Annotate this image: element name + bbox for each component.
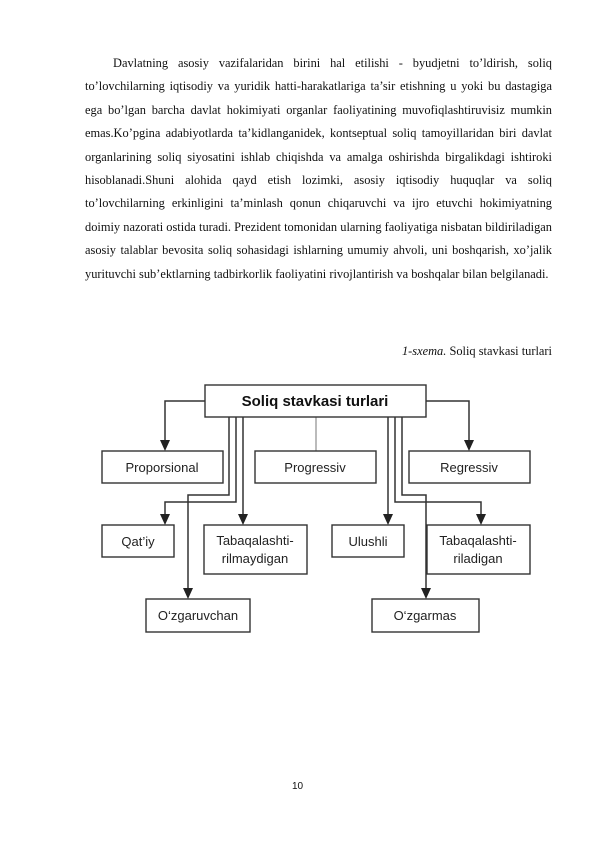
node-share <box>332 525 404 557</box>
node-non-tiered-label-2: rilmaydigan <box>221 551 289 566</box>
node-progressive <box>255 451 376 483</box>
caption-prefix: 1-sxema. <box>401 344 447 358</box>
node-non-tiered-label-1: Tabaqalashti- <box>216 533 294 548</box>
node-non-tiered <box>204 525 307 574</box>
node-fixed-label: Qat’iy <box>121 534 155 549</box>
node-variable <box>146 599 250 632</box>
node-tiered-label-2: riladigan <box>453 551 503 566</box>
page-number: 10 <box>291 781 304 792</box>
body-paragraph: Davlatning asosiy vazifalaridan birini hal etilishi - byudjetni to’ldirish, soliq to’lovchilarning iqtisodiy va yuridik hatti-harakatlariga ta’sir etishning u yoki bu dastagiga ega bo’lgan barcha davlat hokimiyati organlar faoliyatining muvofiqlashtiruvisiz mumkin emas.Ko’pgina adabiyotlarda ta’kidlanganidek, kontseptual soliq tamoyillaridan biri davlat organlarining soliq siyosatini ishlab chiqishda va amalga oshirishda birgalikdagi ishtiroki hisoblanadi.Shuni alohida qayd etish lozimki, asosiy iqtisodiy huquqlar va soliq to’lovchilarning erkinligini ta’minlash qonun chiqaruvchi va ijro etuvchi hokimiyatning doimiy nazorati ostida turadi. Prezident tomonidan ularning faoliyatiga nisbatan bildiriladigan asosiy talablar bevosita soliq sohasidagi ishlarning umumiy ahvoli, uni boshqarish, xo’jalik yurituvchi sub’ektlarning tadbirkorlik faoliyatini rivojlantirish va boshqalar bilan belgilanadi. <box>85 56 552 281</box>
node-progressive-label: Progressiv <box>284 460 346 475</box>
node-share-label: Ulushli <box>348 534 388 549</box>
node-regressive-label: Regressiv <box>440 460 498 475</box>
node-constant-label: O‘zgarmas <box>393 608 457 623</box>
node-variable-label: O‘zgaruvchan <box>157 608 239 623</box>
node-proportional-label: Proporsional <box>125 460 199 475</box>
caption-text: Soliq stavkasi turlari <box>446 344 552 358</box>
schema-title-node <box>205 385 426 417</box>
node-tiered-label-1: Tabaqalashti- <box>439 533 517 548</box>
node-constant <box>372 599 479 632</box>
node-fixed <box>102 525 174 557</box>
node-tiered <box>427 525 530 574</box>
schema-title: Soliq stavkasi turlari <box>241 393 389 410</box>
node-regressive <box>409 451 530 483</box>
node-proportional <box>102 451 223 483</box>
